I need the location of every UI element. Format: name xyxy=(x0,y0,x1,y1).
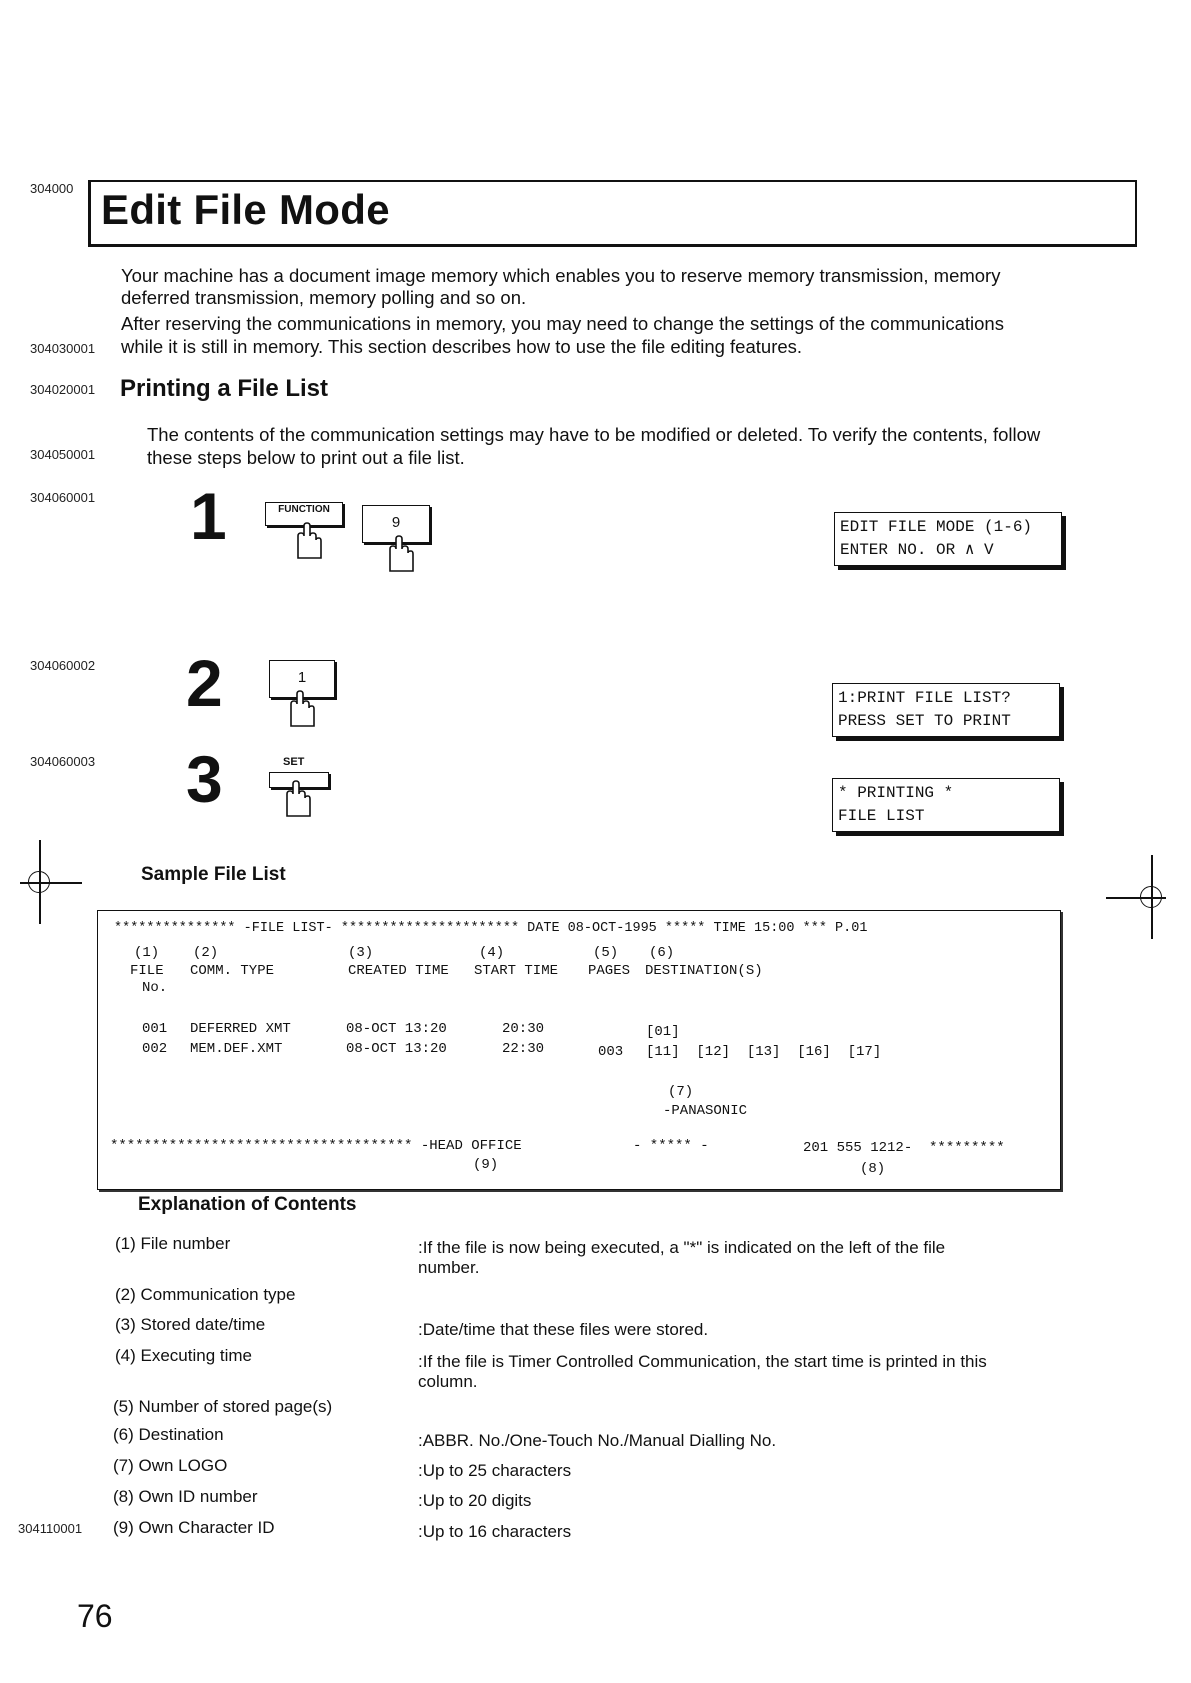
margin-code-step3: 304060003 xyxy=(30,754,96,769)
lcd-line-2: ENTER NO. OR ∧ V xyxy=(840,541,994,559)
expl-desc-3: :Date/time that these files were stored. xyxy=(418,1320,709,1339)
own-logo: -PANASONIC xyxy=(663,1103,748,1119)
row-2-type: MEM.DEF.XMT xyxy=(190,1041,283,1057)
expl-desc-7: :Up to 25 characters xyxy=(418,1461,572,1480)
expl-label-3: (3) Stored date/time xyxy=(115,1315,266,1334)
row-1-type: DEFERRED XMT xyxy=(190,1021,291,1037)
section-line-1: The contents of the communication settings may have to be modified or deleted. To verify the contents, follow xyxy=(147,424,1041,445)
margin-code-title: 304000 xyxy=(30,181,74,196)
expl-label-6: (6) Destination xyxy=(113,1425,224,1444)
expl-desc-8: :Up to 20 digits xyxy=(418,1491,532,1510)
intro-line-3: After reserving the communications in memory, you may need to change the settings of the communications xyxy=(121,313,1004,334)
footer-num-9: (9) xyxy=(473,1157,499,1173)
sample-file-list xyxy=(97,910,1061,1190)
key-9-cap[interactable]: 9 xyxy=(362,505,430,543)
set-key-label: SET xyxy=(283,756,305,768)
key-1-cap[interactable]: 1 xyxy=(269,660,335,698)
col-head-comm-type: COMM. TYPE xyxy=(190,963,275,979)
lcd-line-2: PRESS SET TO PRINT xyxy=(838,712,1011,730)
intro-line-2: deferred transmission, memory polling and so on. xyxy=(121,287,527,308)
row-1-created: 08-OCT 13:20 xyxy=(346,1021,447,1037)
step-1-number: 1 xyxy=(190,479,227,553)
expl-label-5: (5) Number of stored page(s) xyxy=(113,1397,333,1416)
col-num-4: (4) xyxy=(479,945,505,961)
expl-label-8: (8) Own ID number xyxy=(113,1487,258,1506)
expl-label-4: (4) Executing time xyxy=(115,1346,252,1365)
row-2-start: 22:30 xyxy=(502,1041,545,1057)
expl-label-2: (2) Communication type xyxy=(115,1285,296,1304)
page-title: Edit File Mode xyxy=(101,186,390,233)
col-num-3: (3) xyxy=(348,945,374,961)
col-num-6: (6) xyxy=(649,945,675,961)
row-2-pages: 003 xyxy=(598,1044,624,1060)
margin-code-step2: 304060002 xyxy=(30,658,96,673)
col-head-pages: PAGES xyxy=(588,963,631,979)
expl-desc-4: :If the file is Timer Controlled Communication, the start time is printed in this column. xyxy=(418,1352,987,1391)
col-head-created: CREATED TIME xyxy=(348,963,449,979)
col-head-no: No. xyxy=(142,980,168,996)
margin-code-last: 304110001 xyxy=(18,1521,83,1536)
section-heading: Printing a File List xyxy=(120,375,329,402)
footer-num-8: (8) xyxy=(860,1161,886,1177)
row-1-dest: [01] xyxy=(646,1024,680,1040)
expl-label-9: (9) Own Character ID xyxy=(113,1518,275,1537)
row-1-file: 001 xyxy=(142,1021,168,1037)
intro-line-1: Your machine has a document image memory which enables you to reserve memory transmission, memory xyxy=(121,265,1001,286)
lcd-line-1: * PRINTING * xyxy=(838,784,954,802)
step-2-number: 2 xyxy=(186,646,223,720)
footer-stars: ************************************ -HEAD OFFICE xyxy=(110,1138,522,1154)
pointing-hand-icon xyxy=(279,780,313,818)
row-2-created: 08-OCT 13:20 xyxy=(346,1041,447,1057)
file-list-header: *************** -FILE LIST- ********************** DATE 08-OCT-1995 ***** TIME 15:00 *** P.01 xyxy=(114,921,868,936)
col-head-start: START TIME xyxy=(474,963,559,979)
row-2-dest: [11] [12] [13] [16] [17] xyxy=(646,1044,882,1060)
lcd-display-step-2 xyxy=(832,683,1060,737)
lcd-display-step-1 xyxy=(834,512,1062,566)
sample-heading: Sample File List xyxy=(141,864,286,885)
section-line-2: these steps below to print out a file list. xyxy=(147,447,465,468)
col-head-file: FILE xyxy=(130,963,164,979)
page-number: 76 xyxy=(77,1598,113,1634)
col-num-2: (2) xyxy=(193,945,219,961)
expl-label-1: (1) File number xyxy=(115,1234,231,1253)
page-title-box xyxy=(88,180,1137,247)
expl-desc-1: :If the file is now being executed, a "*" is indicated on the left of the file number. xyxy=(418,1238,946,1277)
lcd-line-2: FILE LIST xyxy=(838,807,925,825)
explanation-heading: Explanation of Contents xyxy=(138,1194,357,1215)
lcd-line-1: EDIT FILE MODE (1-6) xyxy=(840,518,1033,536)
intro-line-4: while it is still in memory. This section describes how to use the file editing features. xyxy=(121,336,803,357)
footer-id: 201 555 1212- ********* xyxy=(803,1140,1005,1156)
pointing-hand-icon xyxy=(290,522,324,560)
expl-label-7: (7) Own LOGO xyxy=(113,1456,228,1475)
lcd-line-1: 1:PRINT FILE LIST? xyxy=(838,689,1011,707)
function-key-cap[interactable]: FUNCTION xyxy=(265,502,343,526)
margin-code-heading: 304020001 xyxy=(30,382,96,397)
pointing-hand-icon xyxy=(382,535,416,573)
lcd-display-step-3 xyxy=(832,778,1060,832)
margin-code-steps-intro: 304050001 xyxy=(30,447,96,462)
expl-desc-6: :ABBR. No./One-Touch No./Manual Dialling No. xyxy=(418,1431,777,1450)
pointing-hand-icon xyxy=(283,690,317,728)
registration-mark-left xyxy=(20,840,90,930)
registration-mark-right xyxy=(1106,855,1176,945)
footer-mid: - ***** - xyxy=(633,1138,709,1154)
margin-code-intro: 304030001 xyxy=(30,341,96,356)
expl-desc-9: :Up to 16 characters xyxy=(418,1522,572,1541)
logo-num: (7) xyxy=(668,1084,694,1100)
col-num-5: (5) xyxy=(593,945,619,961)
margin-code-step1: 304060001 xyxy=(30,490,96,505)
row-1-start: 20:30 xyxy=(502,1021,545,1037)
step-3-number: 3 xyxy=(186,742,223,816)
col-num-1: (1) xyxy=(134,945,160,961)
row-2-file: 002 xyxy=(142,1041,168,1057)
col-head-destination: DESTINATION(S) xyxy=(645,963,763,979)
